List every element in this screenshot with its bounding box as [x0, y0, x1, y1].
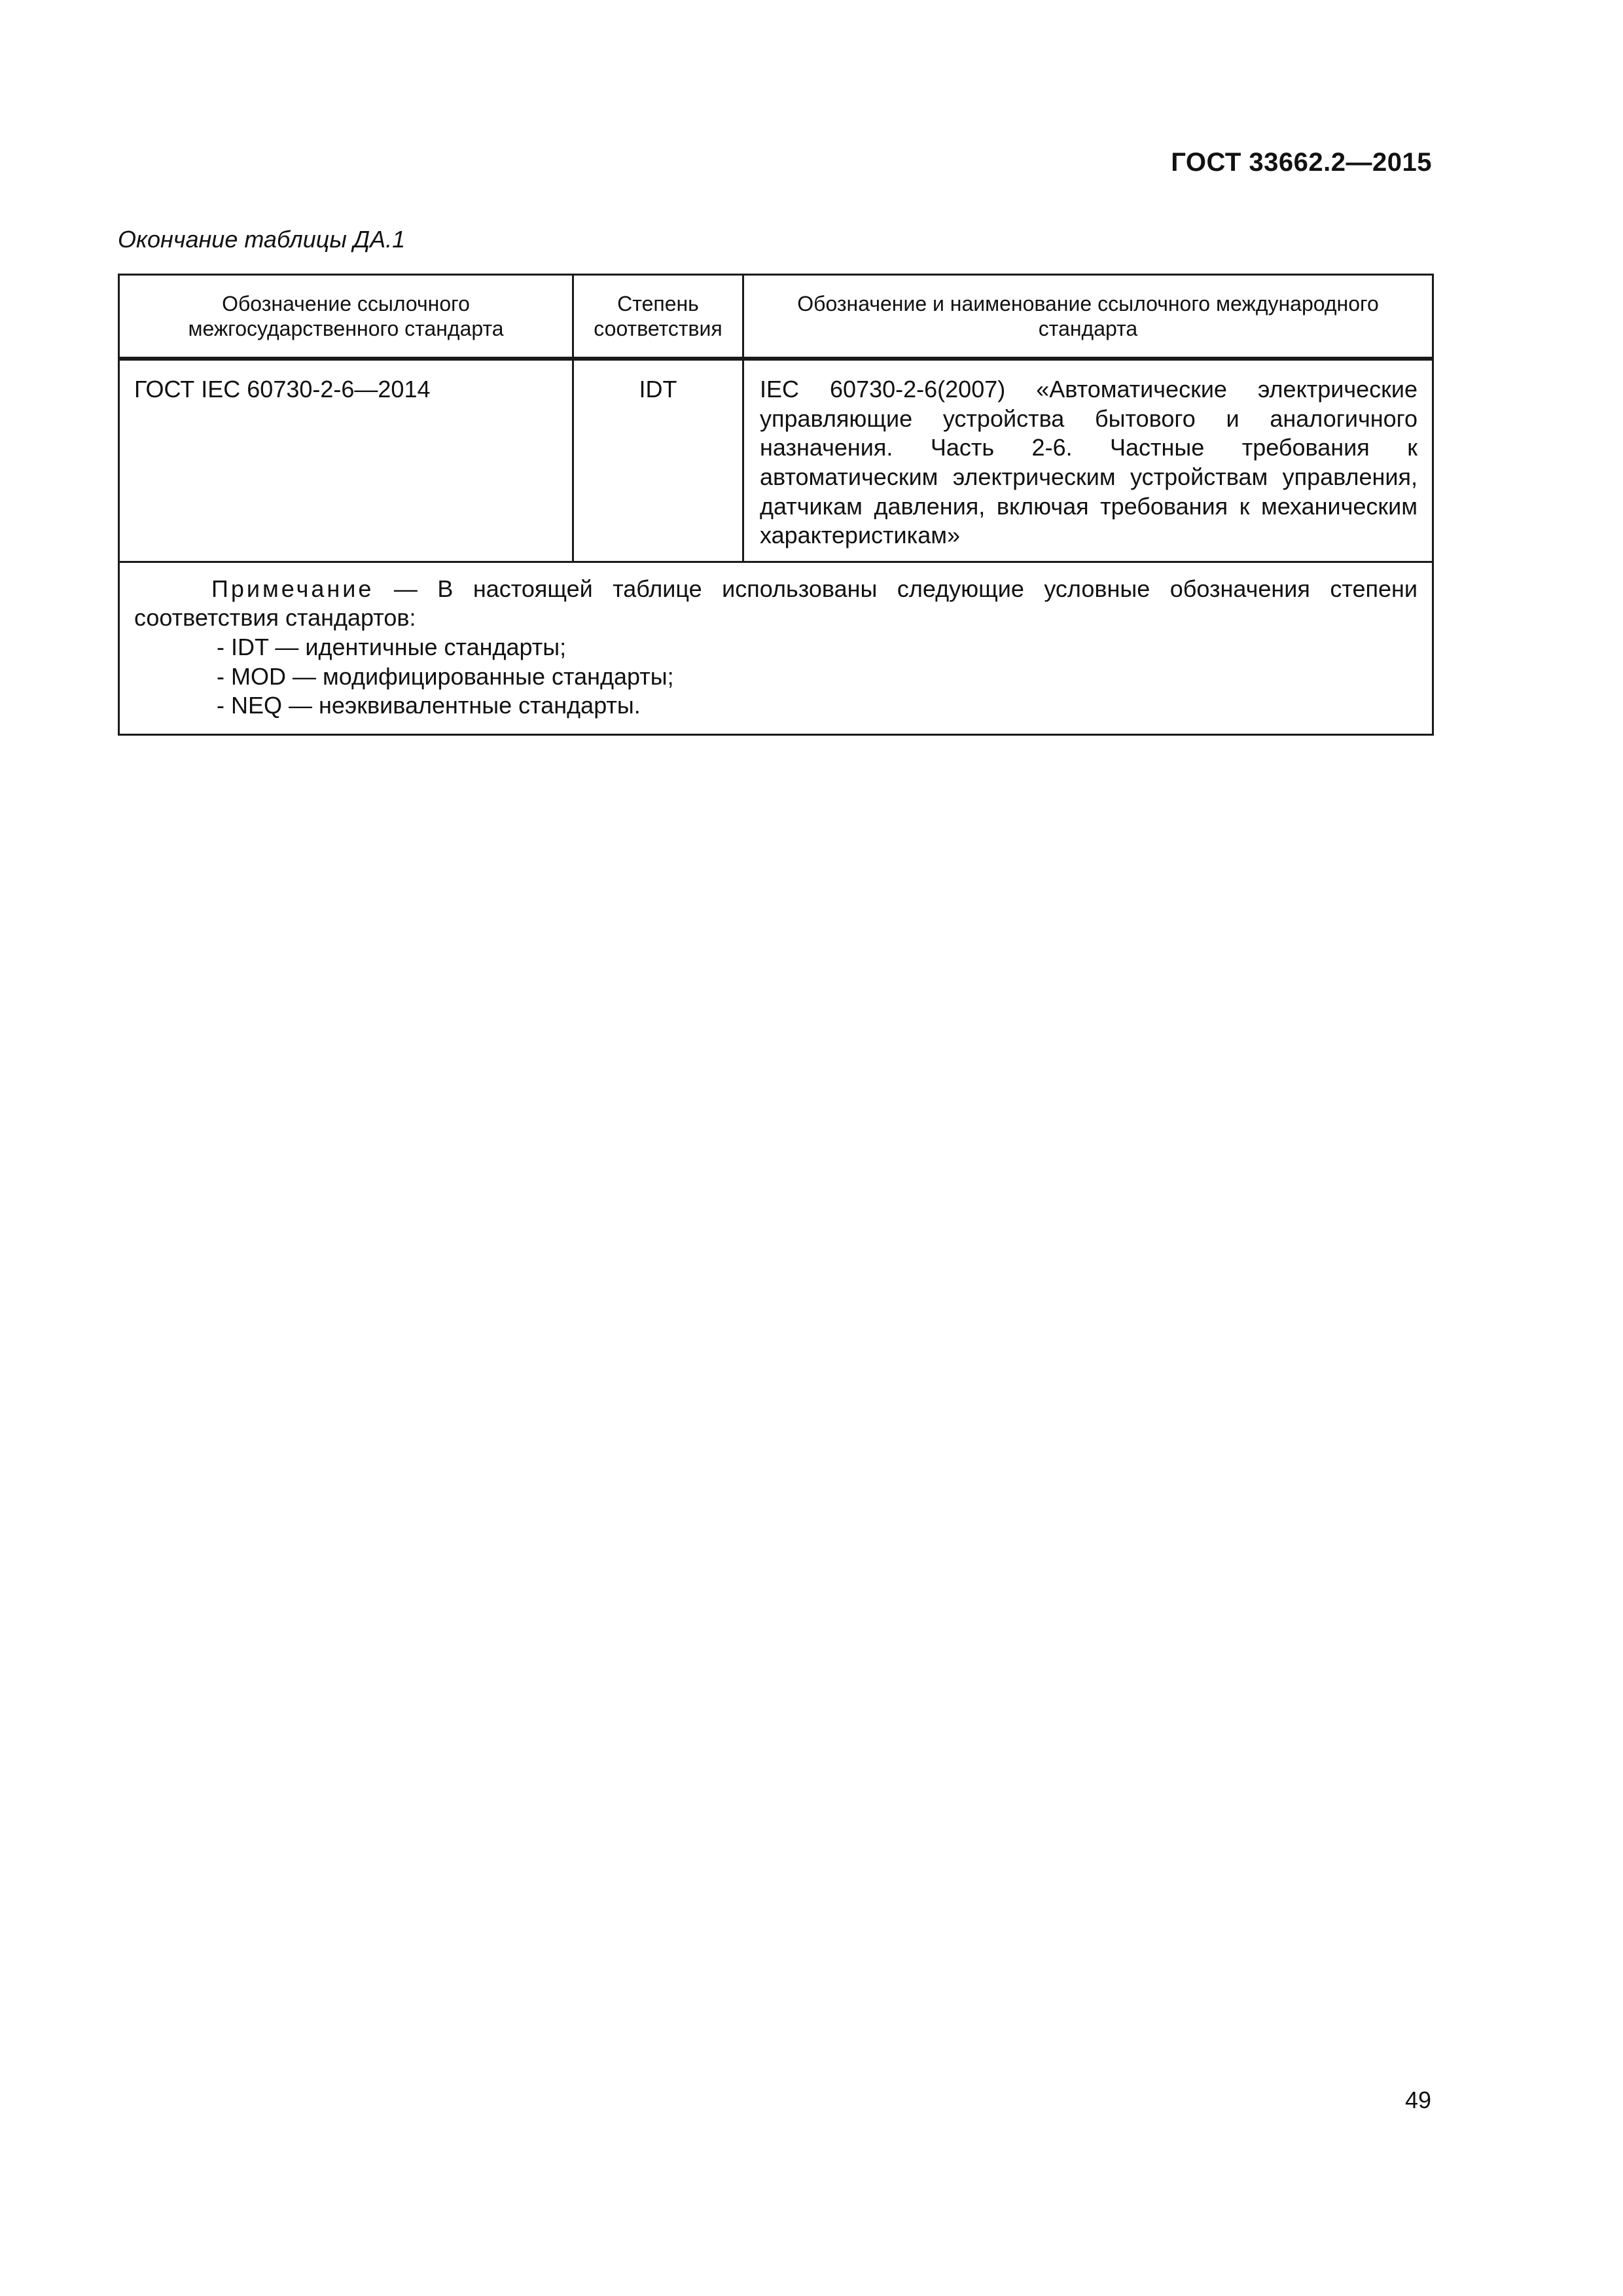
table-note [119, 562, 1433, 734]
table-row [119, 359, 1433, 562]
cell-interstate-standard: ГОСТ IEC 60730-2-6—2014 [119, 359, 573, 562]
cell-international-standard: IEC 60730-2-6(2007) «Автоматические электрические управляющие устройства бытового и аналогичного назначения. Часть 2-6. Частные требования к автоматическим электрическим устройствам управления, датчикам давления, включая требования к механическим характеристикам» [743, 359, 1433, 562]
list-item: - NEQ — неэквивалентные стандарты. [217, 692, 641, 719]
document-designation: ГОСТ 33662.2—2015 [1171, 148, 1432, 177]
table-caption: Окончание таблицы ДА.1 [118, 226, 406, 253]
note-text: — В настоящей таблице использованы следующие условные обозначения степени соответствия стандартов: [134, 575, 1418, 632]
table-note-row [119, 562, 1433, 734]
note-list [134, 633, 1418, 721]
page-number: 49 [1404, 2087, 1431, 2113]
note-paragraph [134, 575, 1418, 633]
list-item: - IDT — идентичные стандарты; [217, 634, 567, 660]
column-header-interstate-standard: Обозначение ссылочного межгосударственного стандарта [119, 275, 573, 359]
column-header-international-standard: Обозначение и наименование ссылочного международного стандарта [743, 275, 1433, 359]
cell-degree: IDT [573, 359, 743, 562]
reference-standards-table [118, 274, 1434, 736]
table-header-row [119, 275, 1433, 359]
list-item: - MOD — модифицированные стандарты; [217, 662, 674, 690]
note-label: Примечание [211, 575, 374, 602]
column-header-degree: Степень соответствия [573, 275, 743, 359]
